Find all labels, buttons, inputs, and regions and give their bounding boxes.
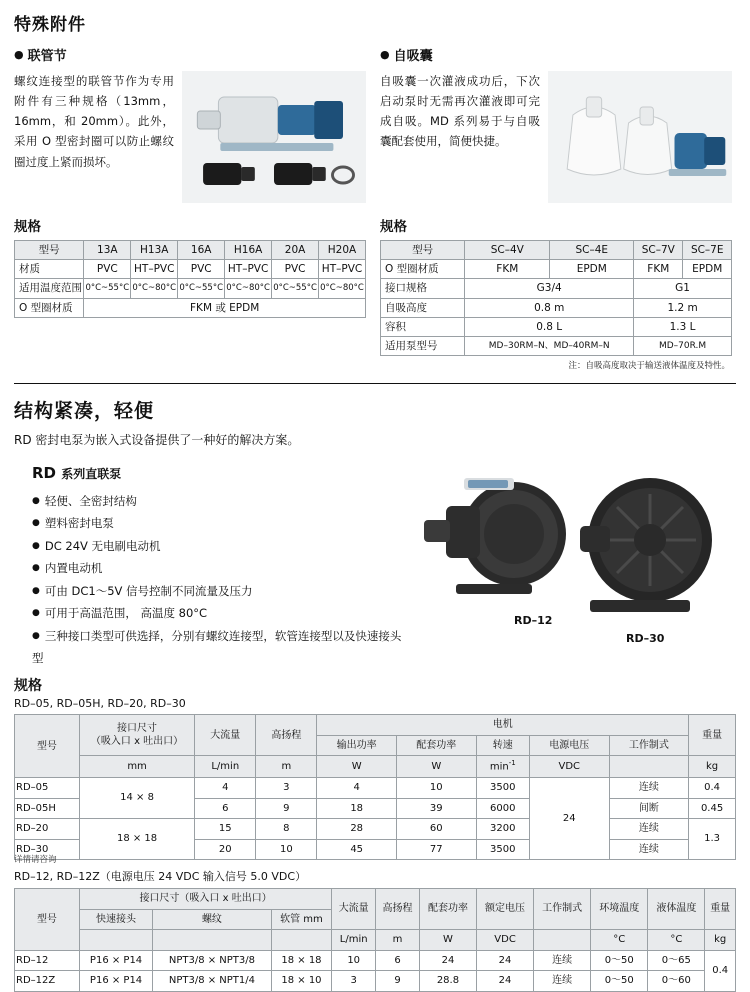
unit-port: mm (79, 756, 194, 778)
cell: 间断 (609, 798, 689, 819)
cell: P16 × P14 (79, 950, 152, 971)
table-row (15, 279, 366, 298)
th-model: 型号 (381, 241, 465, 260)
th-sc7v: SC–7V (634, 241, 683, 260)
list-item: ● DC 24V 无电刷电动机 (32, 538, 161, 553)
th-rated-power: 配套功率 (419, 889, 476, 930)
row-label-material: 材质 (15, 260, 84, 279)
priming-photo-svg (548, 71, 732, 203)
unit-output: W (317, 756, 397, 778)
row-label-volume: 容积 (381, 317, 465, 336)
cell: 20 (195, 839, 256, 860)
cell-port: 14 × 8 (79, 778, 194, 819)
cell: EPDM (683, 260, 732, 279)
cell-model: RD–05 (15, 778, 80, 799)
unit-flow: L/min (195, 756, 256, 778)
th-quick-connect: 快速接头 (79, 909, 152, 930)
unit-head: m (256, 756, 317, 778)
th-duty: 工作制式 (534, 889, 591, 930)
section2-lead: RD 密封电泵为嵌入式设备提供了一种好的解决方案。 (14, 433, 300, 448)
row-label-port: 接口规格 (381, 279, 465, 298)
cell: 0°C~55°C (272, 279, 319, 298)
feature-list (32, 490, 404, 669)
cell: 0°C~55°C (178, 279, 225, 298)
bullet-icon: ● (32, 585, 40, 596)
cell: 24 (477, 971, 534, 992)
th-sc4v: SC–4V (465, 241, 550, 260)
bullet-icon: ● (32, 518, 40, 529)
cell: NPT3/8 × NPT3/8 (153, 950, 271, 971)
unit-liq-temp: °C (648, 930, 705, 951)
accessory-column-priming-bag (380, 45, 732, 371)
unit-voltage: VDC (477, 930, 534, 951)
th-hose: 软管 mm (271, 909, 332, 930)
cell: 45 (317, 839, 397, 860)
table-header-row (381, 241, 732, 260)
cell: 9 (256, 798, 317, 819)
cell: 连续 (609, 839, 689, 860)
cell: EPDM (550, 260, 634, 279)
list-item: ● 三种接口类型可供选择，分别有螺纹连接型，软管连接型以及快速接头型 (32, 628, 402, 665)
cell-model: RD–12Z (15, 971, 80, 992)
bullet-icon: ● (32, 630, 40, 641)
table-header-row (15, 715, 736, 736)
table-row (381, 298, 732, 317)
table-unit-row (15, 756, 736, 778)
unit-power: W (419, 930, 476, 951)
table-header-row (15, 241, 366, 260)
cell: 0.8 m (465, 298, 634, 317)
coupling-spec-table (14, 240, 366, 318)
cell: HT–PVC (319, 260, 366, 279)
bullet-icon: ● (14, 48, 24, 61)
subsection-title-coupling: ● 联管节 (14, 48, 67, 64)
list-item: ● 可由 DC1～5V 信号控制不同流量及压力 (32, 583, 253, 598)
table-row (15, 971, 736, 992)
th-weight: 重量 (689, 715, 736, 756)
cell: 连续 (534, 950, 591, 971)
th-rpm: 转速 (476, 735, 529, 756)
unit-duty (609, 756, 689, 778)
section-special-accessories (0, 0, 750, 384)
spec-heading-right: 规格 (380, 219, 407, 235)
th-20a: 20A (272, 241, 319, 260)
bullet-icon: ● (32, 540, 40, 551)
table-unit-row (15, 930, 736, 951)
row-label-oring: O 型圈材质 (15, 298, 84, 317)
table-row (15, 819, 736, 840)
list-item: ● 塑料密封电泵 (32, 516, 114, 531)
subsection-title-priming: ● 自吸囊 (380, 48, 433, 64)
cell: 3500 (476, 839, 529, 860)
th-max-flow: 大流量 (195, 715, 256, 756)
cell-model: RD–12 (15, 950, 80, 971)
th-rated-voltage: 额定电压 (477, 889, 534, 930)
rd-pump-photos (404, 454, 736, 649)
unit-flow: L/min (332, 930, 376, 951)
row-label-applicable-models: 适用泵型号 (381, 336, 465, 355)
list-item: ● 可用于高温范围， 高温度 80°C (32, 606, 208, 621)
coupling-description: 螺纹连接型的联管节作为专用附件有三种规格（13mm，16mm，和 20mm）。此外，采用 O 型密封圈可以防止螺纹圈过度上紧而损坏。 (14, 74, 174, 169)
rd12-models-line: RD–12, RD–12Z（电源电压 24 VDC 输入信号 5.0 VDC） (14, 870, 307, 884)
row-label-suction-height: 自吸高度 (381, 298, 465, 317)
unit-blank-2 (153, 930, 271, 951)
cell: 28 (317, 819, 397, 840)
cell: 连续 (534, 971, 591, 992)
cell-model: RD–05H (15, 798, 80, 819)
cell: 24 (477, 950, 534, 971)
unit-amb-temp: °C (591, 930, 648, 951)
cell: 1.2 m (634, 298, 732, 317)
list-item: ● 内置电动机 (32, 561, 103, 576)
cell: 10 (256, 839, 317, 860)
cell: 15 (195, 819, 256, 840)
th-max-flow: 大流量 (332, 889, 376, 930)
cell: 10 (396, 778, 476, 799)
rd-pump-photo-svg (404, 454, 734, 644)
page-title: 特殊附件 (14, 15, 86, 35)
rd-spec-table-2 (14, 888, 736, 992)
th-liquid-temp: 液体温度 (648, 889, 705, 930)
bullet-icon: ● (380, 48, 390, 61)
priming-spec-table (380, 240, 732, 356)
rd-series-title: RD 系列直联泵 (32, 464, 122, 483)
cell: 1.3 L (634, 317, 732, 336)
th-port-group: 接口尺寸（吸入口 x 吐出口） (79, 889, 331, 910)
cell: 4 (195, 778, 256, 799)
cell: 0°C~80°C (131, 279, 178, 298)
rd-spec-table-1 (14, 714, 736, 860)
cell: HT–PVC (131, 260, 178, 279)
th-thread: 螺纹 (153, 909, 271, 930)
th-sc7e: SC–7E (683, 241, 732, 260)
photo-caption-rd12: RD–12 (514, 614, 553, 628)
th-sc4e: SC–4E (550, 241, 634, 260)
th-model: 型号 (15, 715, 80, 778)
spec-heading-left: 规格 (14, 219, 41, 235)
cell: PVC (84, 260, 131, 279)
cell: 0～60 (648, 971, 705, 992)
cell: 18 × 10 (271, 971, 332, 992)
cell: 6 (195, 798, 256, 819)
unit-voltage: VDC (529, 756, 609, 778)
priming-product-photo (548, 71, 732, 203)
cell: NPT3/8 × NPT1/4 (153, 971, 271, 992)
cell: 10 (332, 950, 376, 971)
table-header-row (15, 889, 736, 910)
cell: 18 × 18 (271, 950, 332, 971)
cell: 0°C~80°C (319, 279, 366, 298)
th-motor-group: 电机 (317, 715, 689, 736)
cell: 9 (376, 971, 420, 992)
th-max-head: 高扬程 (256, 715, 317, 756)
section2-title: 结构紧凑，轻便 (14, 400, 155, 423)
coupling-photo-svg (182, 71, 366, 203)
unit-duty (534, 930, 591, 951)
cell: 8 (256, 819, 317, 840)
table-row (381, 317, 732, 336)
th-model: 型号 (15, 889, 80, 951)
unit-weight: kg (705, 930, 736, 951)
unit-power: W (396, 756, 476, 778)
accessory-column-coupling (14, 45, 366, 371)
unit-blank-1 (79, 930, 152, 951)
th-weight: 重量 (705, 889, 736, 930)
cell: 0～50 (591, 971, 648, 992)
th-duty: 工作制式 (609, 735, 689, 756)
th-output-power: 输出功率 (317, 735, 397, 756)
cell: 3 (256, 778, 317, 799)
cell: G1 (634, 279, 732, 298)
bullet-icon: ● (32, 563, 40, 574)
bullet-icon: ● (32, 608, 40, 619)
cell: 39 (396, 798, 476, 819)
th-h13a: H13A (131, 241, 178, 260)
cell-model: RD–20 (15, 819, 80, 840)
cell: 0°C~80°C (225, 279, 272, 298)
cell: 28.8 (419, 971, 476, 992)
cell: 0～65 (648, 950, 705, 971)
cell: 24 (419, 950, 476, 971)
unit-blank-3 (271, 930, 332, 951)
table-row (15, 298, 366, 317)
cell: 0～50 (591, 950, 648, 971)
table-row (381, 260, 732, 279)
cell: 77 (396, 839, 476, 860)
cell: 3200 (476, 819, 529, 840)
unit-head: m (376, 930, 420, 951)
photo-caption-rd30: RD–30 (626, 632, 665, 646)
row-label-temp-range: 适用温度范围 (15, 279, 84, 298)
unit-weight: kg (689, 756, 736, 778)
page-footer: 详情请咨询 (14, 855, 57, 865)
table-row (381, 279, 732, 298)
cell: 0.4 (689, 778, 736, 799)
cell: 6000 (476, 798, 529, 819)
th-h16a: H16A (225, 241, 272, 260)
th-rated-power: 配套功率 (396, 735, 476, 756)
cell: P16 × P14 (79, 971, 152, 992)
table-row (15, 778, 736, 799)
th-h20a: H20A (319, 241, 366, 260)
table-row (15, 950, 736, 971)
cell: 0.45 (689, 798, 736, 819)
cell: MD–70R.M (634, 336, 732, 355)
cell: MD–30RM–N、MD–40RM–N (465, 336, 634, 355)
cell: 18 (317, 798, 397, 819)
cell: 连续 (609, 778, 689, 799)
cell: 4 (317, 778, 397, 799)
table-row (15, 260, 366, 279)
cell: 0°C~55°C (84, 279, 131, 298)
cell: 60 (396, 819, 476, 840)
section-rd-series (0, 384, 750, 992)
cell-port: 18 × 18 (79, 819, 194, 860)
th-13a: 13A (84, 241, 131, 260)
cell: G3/4 (465, 279, 634, 298)
th-port-size: 接口尺寸 （吸入口 x 吐出口） (79, 715, 194, 756)
row-label-oring: O 型圈材质 (381, 260, 465, 279)
cell-model: RD–30 (15, 839, 80, 860)
cell: 3500 (476, 778, 529, 799)
models-line: RD–05, RD–05H, RD–20, RD–30 (14, 697, 186, 711)
table-note: 注：自吸高度取决于输送液体温度及特性。 (568, 361, 730, 372)
th-max-head: 高扬程 (376, 889, 420, 930)
th-16a: 16A (178, 241, 225, 260)
priming-description: 自吸囊一次灌液成功后，下次启动泵时无需再次灌液即可完成自吸。MD 系列易于与自吸囊配套使用，简便快捷。 (380, 74, 540, 149)
cell: 连续 (609, 819, 689, 840)
cell: FKM (634, 260, 683, 279)
cell-merged: FKM 或 EPDM (84, 298, 366, 317)
coupling-product-photo (182, 71, 366, 203)
spec-heading-rd: 规格 (14, 678, 42, 695)
cell: 3 (332, 971, 376, 992)
table-row (381, 336, 732, 355)
th-model: 型号 (15, 241, 84, 260)
cell: 0.8 L (465, 317, 634, 336)
th-voltage: 电源电压 (529, 735, 609, 756)
cell: PVC (178, 260, 225, 279)
cell: FKM (465, 260, 550, 279)
cell: 6 (376, 950, 420, 971)
th-ambient-temp: 环境温度 (591, 889, 648, 930)
cell: HT–PVC (225, 260, 272, 279)
list-item: ● 轻便、全密封结构 (32, 494, 137, 509)
cell-weight: 1.3 (689, 819, 736, 860)
unit-rpm: $\min^{-1}$ (476, 756, 529, 778)
bullet-icon: ● (32, 496, 40, 507)
cell: PVC (272, 260, 319, 279)
cell-weight: 0.4 (705, 950, 736, 991)
cell-voltage: 24 (529, 778, 609, 860)
